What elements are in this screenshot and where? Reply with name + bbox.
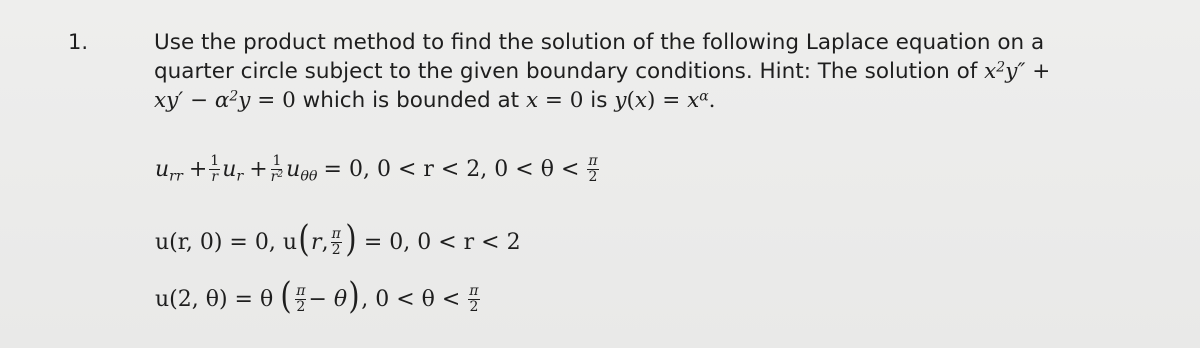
bc1-left: u(r, 0) = 0, u: [155, 229, 297, 255]
statement-line-2-text: quarter circle subject to the given boundary conditions. Hint: The solution of: [154, 59, 985, 84]
problem-number: 1.: [68, 30, 89, 54]
statement-line-3-text-b: is: [583, 88, 615, 113]
hint-equation-part: $x^2y''$ +: [984, 59, 1051, 84]
boundary-condition-1: u(r, 0) = 0, u ( r , $\frac{\pi}{2}$ ) = 0, 0 < r < 2: [155, 219, 521, 260]
statement-line-3-text-a: which is bounded at: [295, 88, 526, 113]
problem-statement: [154, 28, 1164, 115]
hint-equation-rest: $xy' - \alpha^2y$: [154, 88, 251, 113]
bc1-right: = 0, 0 < r < 2: [363, 229, 521, 255]
boundary-condition-2: u(2, θ) = θ ( $\frac{\pi}{2}$ − θ ) , 0 < θ < $\frac{\pi}{2}$: [155, 276, 479, 317]
fraction-one-over-r: $\frac{1}{r}$: [210, 153, 220, 185]
bc2-left: u(2, θ) = θ: [155, 286, 274, 312]
fraction-one-over-r-squared: $\frac{1}{r^2}$: [270, 153, 284, 185]
statement-line-3: $xy' - \alpha^2y = 0$ which is bounded at x = 0 is $y(x) = x^\alpha$.: [154, 88, 716, 113]
hint-solution: y: [614, 88, 627, 113]
bc2-right: , 0 < θ <: [361, 286, 461, 312]
laplace-conditions: = 0, 0 < r < 2, 0 < θ <: [323, 157, 580, 182]
statement-line-1: Use the product method to find the solution of the following Laplace equation on a: [154, 30, 1045, 55]
laplace-equation: $u_{rr}$ + $\frac{1}{r}$ $u_r$ + $\frac{1}{r^2}$ $u_{\theta\theta}$ = 0, 0 < r < 2, 0 < θ < $\frac{\pi}{2}$: [155, 153, 598, 185]
statement-line-2: [154, 57, 1164, 86]
